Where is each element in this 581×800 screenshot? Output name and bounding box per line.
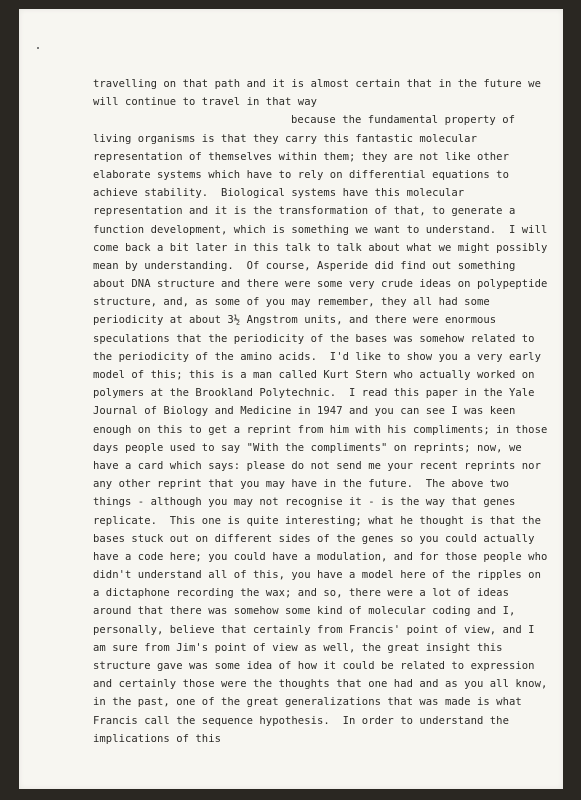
text-line: have a code here; you could have a modulation, and for those people who bbox=[93, 550, 548, 563]
text-line: representation of themselves within them; they are not like other bbox=[93, 150, 509, 163]
text-line: Journal of Biology and Medicine in 1947 and you can see I was keen bbox=[93, 405, 516, 418]
text-line: Francis call the sequence hypothesis. In order to understand the bbox=[93, 714, 509, 727]
text-line: travelling on that path and it is almost certain that in the future we bbox=[93, 78, 541, 90]
text-line: structure gave was some idea of how it could be related to expression bbox=[93, 660, 535, 672]
text-line: any other reprint that you may have in the future. The above two bbox=[93, 478, 509, 491]
text-line: structure, and, as some of you may remember, they all had some bbox=[93, 296, 490, 309]
text-line: have a card which says: please do not send me your recent reprints nor bbox=[93, 459, 541, 472]
text-line: replicate. This one is quite interesting; what he thought is that the bbox=[93, 514, 541, 527]
text-line: elaborate systems which have to rely on differential equations to bbox=[93, 168, 509, 181]
text-line: polymers at the Brookland Polytechnic. I read this paper in the Yale bbox=[93, 387, 535, 400]
text-line: about DNA structure and there were some very crude ideas on polypeptide bbox=[93, 278, 548, 291]
text-line: personally, believe that certainly from Francis' point of view, and I bbox=[93, 623, 535, 636]
typescript-text bbox=[93, 75, 548, 748]
text-line: model of this; this is a man called Kurt Stern who actually worked on bbox=[93, 369, 535, 381]
text-line: didn't understand all of this, you have a model here of the ripples on bbox=[93, 569, 541, 582]
text-line: living organisms is that they carry this fantastic molecular bbox=[93, 132, 477, 145]
text-line: things - although you may not recognise it - is the way that genes bbox=[93, 496, 516, 509]
text-line: in the past, one of the great generalizations that was made is what bbox=[93, 696, 522, 709]
ink-speck bbox=[37, 47, 39, 49]
text-line: the periodicity of the amino acids. I'd like to show you a very early bbox=[93, 350, 541, 363]
text-line: periodicity at about 3½ Angstrom units, and there were enormous bbox=[93, 314, 497, 327]
text-line: a dictaphone recording the wax; and so, there were a lot of ideas bbox=[93, 587, 509, 600]
text-line: function development, which is something we want to understand. I will bbox=[93, 223, 548, 236]
text-line: implications of this bbox=[93, 732, 221, 745]
text-line: come back a bit later in this talk to talk about what we might possibly bbox=[93, 241, 548, 254]
text-line: days people used to say "With the compliments" on reprints; now, we bbox=[93, 441, 522, 454]
text-line: achieve stability. Biological systems have this molecular bbox=[93, 187, 465, 200]
text-line: around that there was somehow some kind of molecular coding and I, bbox=[93, 605, 516, 618]
text-line: and certainly those were the thoughts that one had and as you all know, bbox=[93, 678, 548, 691]
text-line: because the fundamental property of bbox=[291, 114, 515, 127]
text-line: representation and it is the transformation of that, to generate a bbox=[93, 205, 516, 218]
text-line: mean by understanding. Of course, Asperide did find out something bbox=[93, 259, 516, 272]
text-line: bases stuck out on different sides of the genes so you could actually bbox=[93, 532, 535, 545]
text-line: will continue to travel in that way bbox=[93, 96, 317, 109]
text-line: am sure from Jim's point of view as well, the great insight this bbox=[93, 641, 503, 654]
text-line: speculations that the periodicity of the bases was somehow related to bbox=[93, 332, 535, 345]
text-line: enough on this to get a reprint from him with his compliments; in those bbox=[93, 423, 548, 436]
